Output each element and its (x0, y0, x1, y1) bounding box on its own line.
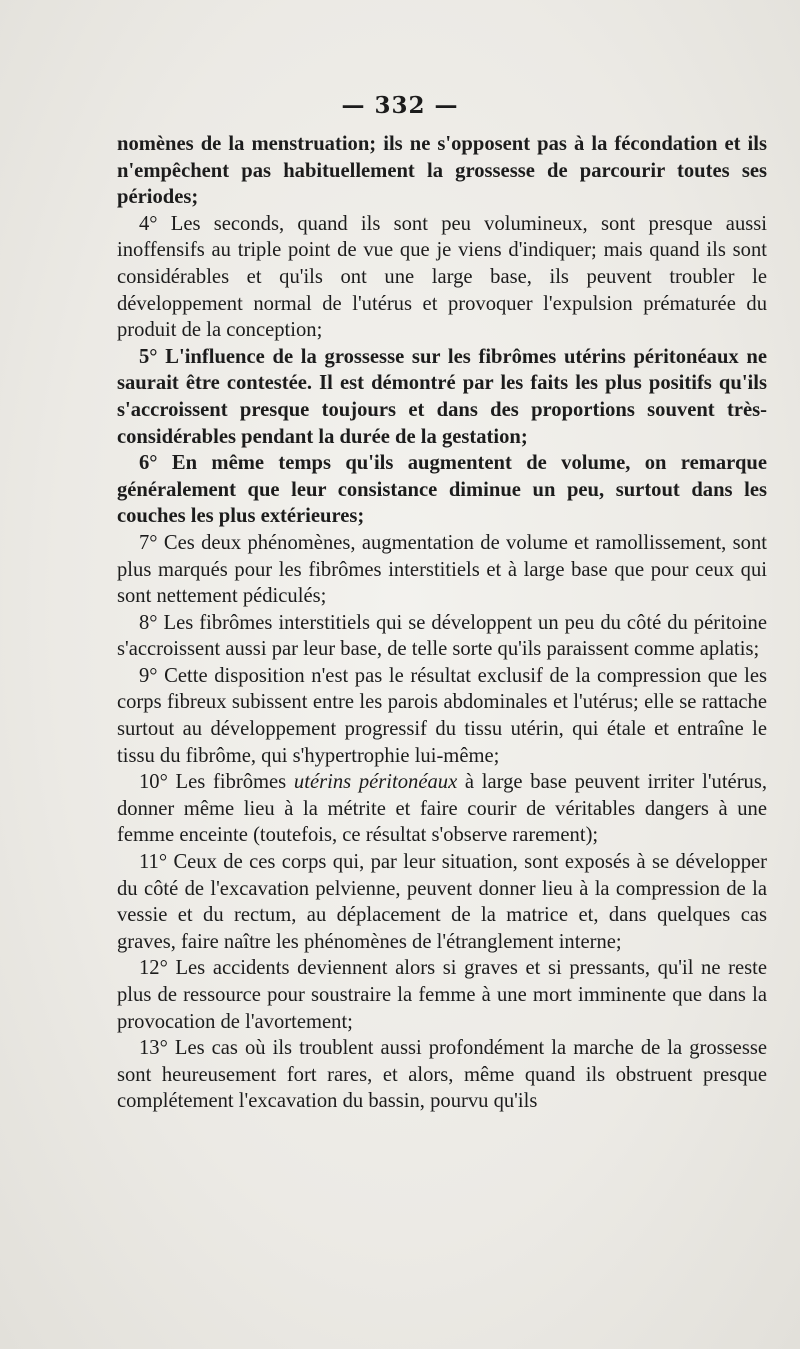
paragraph-10-start: 10° Les fibrômes (139, 771, 294, 794)
paragraph-5: 5° L'influence de la grossesse sur les fibrômes utérins péritonéaux ne saurait être contestée. Il est démontré par les faits les plus positifs qu'ils s'accroissent presque toujours et dans des proportions souvent très-considérables pendant la durée de la gestation; (117, 345, 767, 448)
paragraph-4: 4° Les seconds, quand ils sont peu volumineux, sont presque aussi inoffensifs au triple point de vue que je viens d'indiquer; mais quand ils sont considérables et qu'ils ont une large base, ils peuvent troubler le développement normal de l'utérus et provoquer l'expulsion prématurée du produit de la conception; (117, 212, 767, 342)
body-text (117, 131, 767, 1115)
page-number: — 332 — (341, 92, 459, 119)
paragraph-continuation: nomènes de la menstruation; ils ne s'opposent pas à la fécondation et ils n'empêchent pas habituellement la grossesse de parcourir toutes ses périodes; (117, 133, 767, 209)
paragraph-11: 11° Ceux de ces corps qui, par leur situation, sont exposés à se développer du côté de l'excavation pelvienne, peuvent donner lieu à la compression de la vessie et du rectum, au déplacement de la matrice et, dans quelques cas graves, faire naître les phénomènes de l'étranglement interne; (117, 851, 767, 953)
paragraph-8: 8° Les fibrômes interstitiels qui se développent un peu du côté du péritoine s'accroissent aussi par leur base, de telle sorte qu'ils paraissent comme aplatis; (117, 611, 767, 661)
paragraph-12: 12° Les accidents deviennent alors si graves et si pressants, qu'il ne reste plus de ressource pour soustraire la femme à une mort imminente que dans la provocation de l'avortement; (117, 957, 767, 1033)
paragraph-13: 13° Les cas où ils troublent aussi profondément la marche de la grossesse sont heureusement fort rares, et alors, même quand ils obstruent presque complétement l'excavation du bassin, pourvu qu'ils (117, 1037, 767, 1113)
paragraph-9: 9° Cette disposition n'est pas le résultat exclusif de la compression que les corps fibreux subissent entre les parois abdominales et l'utérus; elle se rattache surtout au développement progressif du tissu utérin, qui étale et entraîne le tissu du fibrôme, qui s'hypertrophie lui-même; (117, 664, 767, 767)
paragraph-10-italic: utérins péritonéaux (293, 771, 458, 794)
paragraph-10 (117, 769, 767, 849)
paragraph-7: 7° Ces deux phénomènes, augmentation de volume et ramollissement, sont plus marqués pour les fibrômes interstitiels et à large base que pour ceux qui sont nettement pédiculés; (117, 531, 767, 608)
paragraph-10-end: à large base peuvent irriter l'utérus, donner même lieu à la métrite et faire courir de véritables dangers à une femme enceinte (toutefois, ce résultat s'observe rarement); (117, 771, 768, 847)
paragraph-6: 6° En même temps qu'ils augmentent de volume, on remarque généralement que leur consistance diminue un peu, surtout dans les couches les plus extérieures; (117, 452, 767, 528)
